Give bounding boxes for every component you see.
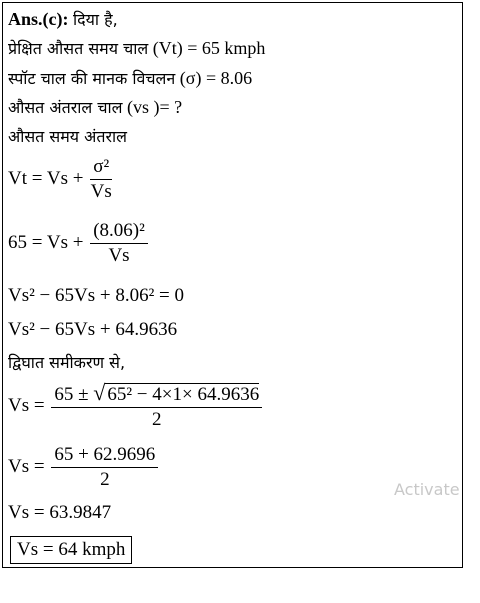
equation-4: Vs² − 65Vs + 64.9636 xyxy=(8,319,178,340)
eq5-denominator: 2 xyxy=(152,409,162,430)
eq6-numerator: 65 + 62.9696 xyxy=(51,444,158,468)
eq1-denominator: Vs xyxy=(90,181,112,202)
eq6-denominator: 2 xyxy=(100,469,110,490)
space-speed-label: औसत अंतराल चाल xyxy=(8,98,123,117)
eq5-radicand: 65² − 4×1× 64.9636 xyxy=(107,384,260,405)
space-speed-value: (vs )= ? xyxy=(127,97,183,117)
std-label: स्पॉट चाल की मानक विचलन xyxy=(8,69,176,88)
eq2-lhs: 65 = Vs + xyxy=(8,231,84,253)
relation-label: औसत समय अंतराल xyxy=(8,127,128,146)
given-space-speed xyxy=(8,96,182,119)
eq6-lhs: Vs = xyxy=(8,455,45,477)
time-speed-value: (Vt) = 65 kmph xyxy=(152,38,266,58)
time-speed-label: प्रेक्षित औसत समय चाल xyxy=(8,39,149,58)
given-std-dev xyxy=(8,67,252,90)
given-text: दिया है, xyxy=(73,10,118,29)
equation-2 xyxy=(8,220,150,267)
eq1-lhs: Vt = xyxy=(8,167,43,189)
eq2-fraction xyxy=(90,220,148,267)
quadratic-label: द्विघात समीकरण से, xyxy=(8,353,126,372)
answer-label: Ans.(c): xyxy=(8,9,69,29)
eq1-vs: Vs + xyxy=(46,167,84,189)
eq6-fraction xyxy=(51,444,158,491)
given-time-speed xyxy=(8,37,265,60)
eq5-numerator: 65 ± √ 65² − 4×1× 64.9636 xyxy=(51,382,262,408)
equation-1 xyxy=(8,156,114,203)
final-answer: Vs = 64 kmph xyxy=(10,536,132,564)
equation-5 xyxy=(8,382,264,431)
radical-icon: √ xyxy=(93,380,106,405)
eq1-numerator: σ² xyxy=(90,156,112,180)
equation-7: Vs = 63.9847 xyxy=(8,502,112,523)
std-value: (σ) = 8.06 xyxy=(179,68,253,88)
activate-watermark: Activate xyxy=(394,480,460,499)
eq2-denominator: Vs xyxy=(108,245,130,266)
eq5-lhs: Vs = xyxy=(8,394,45,416)
equation-3: Vs² − 65Vs + 8.06² = 0 xyxy=(8,285,185,306)
answer-header xyxy=(8,8,118,31)
eq5-fraction xyxy=(51,382,262,431)
eq1-fraction xyxy=(90,156,112,203)
equation-6 xyxy=(8,444,160,491)
eq2-numerator: (8.06)² xyxy=(90,220,148,244)
